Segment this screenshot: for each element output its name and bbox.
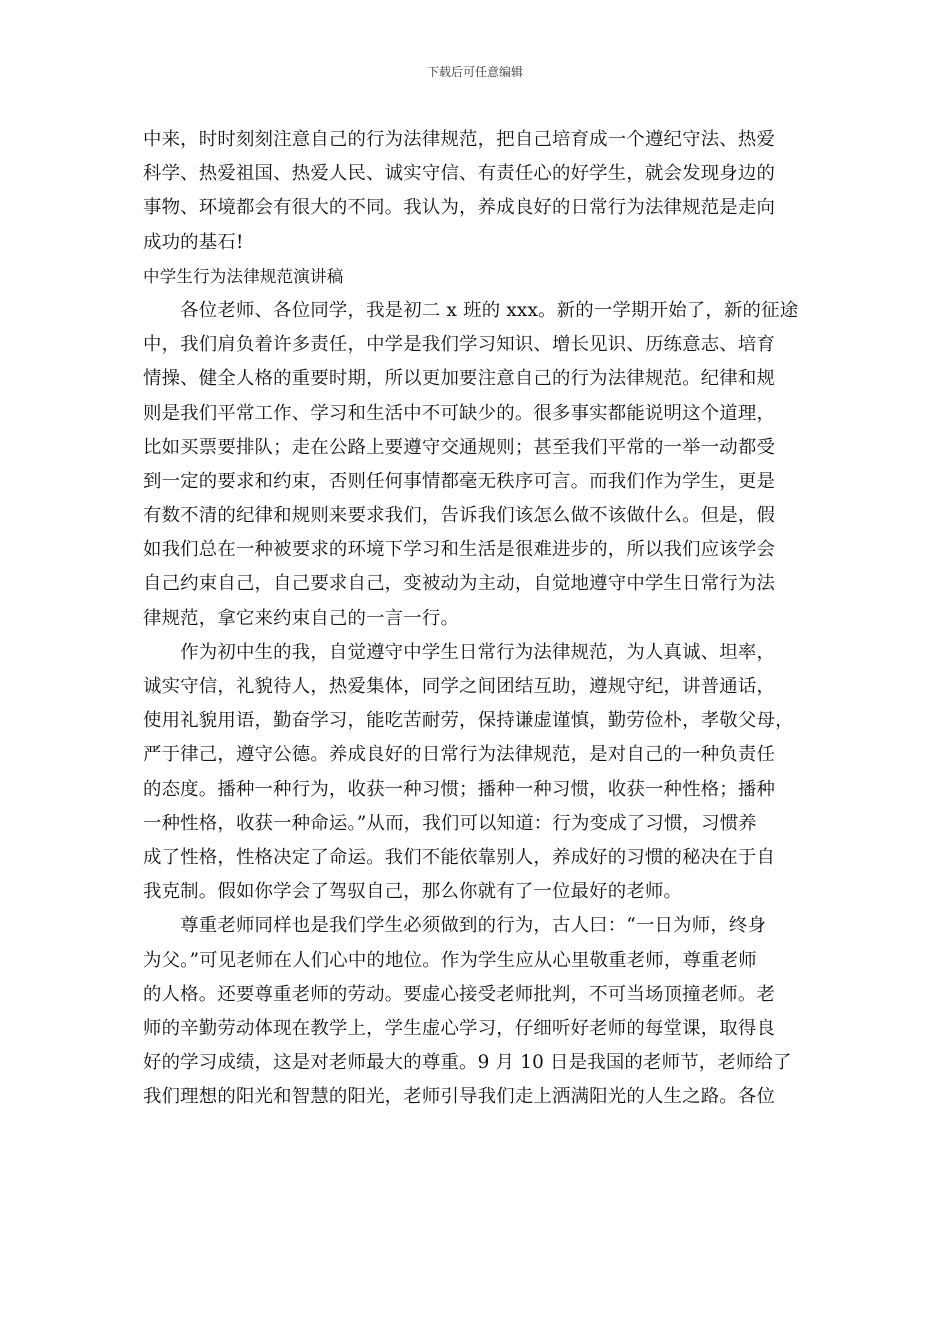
text-line: 则是我们平常工作、学习和生活中不可缺少的。很多事实都能说明这个道理， xyxy=(143,402,776,424)
text-line: 的态度。播种一种行为，收获一种习惯；播种一种习惯，收获一种性格；播种 xyxy=(143,778,776,800)
text-line: 尊重老师同样也是我们学生必须做到的行为，古人曰：“一日为师，终身 xyxy=(143,915,767,937)
text-line: 科学、热爱祖国、热爱人民、诚实守信、有责任心的好学生，就会发现身边的 xyxy=(143,163,776,185)
text-line: 有数不清的纪律和规则来要求我们，告诉我们该怎么做不该做什么。但是，假 xyxy=(143,505,776,527)
text-line: 使用礼貌用语，勤奋学习，能吃苦耐劳，保持谦虚谨慎，勤劳俭朴，孝敬父母， xyxy=(143,710,794,732)
text-line: 情操、健全人格的重要时期，所以更加要注意自己的行为法律规范。纪律和规 xyxy=(143,368,776,390)
text-line: 事物、环境都会有很大的不同。我认为，养成良好的日常行为法律规范是走向 xyxy=(143,197,776,219)
text-line: 中来，时时刻刻注意自己的行为法律规范，把自己培育成一个遵纪守法、热爱 xyxy=(143,129,776,150)
text-line: 自己约束自己，自己要求自己，变被动为主动，自觉地遵守中学生日常行为法 xyxy=(143,573,776,595)
text-line: 各位老师、各位同学，我是初二 x 班的 xxx。新的一学期开始了，新的征途 xyxy=(143,299,799,321)
text-line: 如我们总在一种被要求的环境下学习和生活是很难进步的，所以我们应该学会 xyxy=(143,539,776,561)
text-line: 诚实守信，礼貌待人，热爱集体，同学之间团结互助，遵规守纪，讲普通话， xyxy=(143,676,776,697)
text-line: 成了性格，性格决定了命运。我们不能依靠别人，养成好的习惯的秘决在于自 xyxy=(143,846,776,868)
text-line: 我克制。假如你学会了驾驭自己，那么你就有了一位最好的老师。 xyxy=(143,881,683,903)
document-body xyxy=(143,123,815,1114)
section-title: 中学生行为法律规范演讲稿 xyxy=(143,266,344,286)
text-line: 的人格。还要尊重老师的劳动。要虚心接受老师批判，不可当场顶撞老师。老 xyxy=(143,983,776,1005)
text-line: 师的辛勤劳动体现在教学上，学生虚心学习，仔细听好老师的每堂课，取得良 xyxy=(143,1017,776,1039)
text-line: 律规范，拿它来约束自己的一言一行。 xyxy=(143,607,460,629)
text-line: 好的学习成绩，这是对老师最大的尊重。9 月 10 日是我国的老师节，老师给了 xyxy=(143,1052,792,1074)
text-line: 一种性格，收获一种命运。”从而，我们可以知道：行为变成了习惯，习惯养 xyxy=(143,812,757,834)
text-line: 严于律己，遵守公德。养成良好的日常行为法律规范，是对自己的一种负责任 xyxy=(143,744,776,766)
text-line: 比如买票要排队；走在公路上要遵守交通规则；甚至我们平常的一举一动都受 xyxy=(143,436,776,458)
text-line: 到一定的要求和约束，否则任何事情都毫无秩序可言。而我们作为学生，更是 xyxy=(143,470,776,492)
page-header: 下载后可任意编辑 xyxy=(426,65,523,79)
text-line: 为父。”可见老师在人们心中的地位。作为学生应从心里敬重老师，尊重老师 xyxy=(143,949,757,971)
text-line: 中，我们肩负着许多责任，中学是我们学习知识、增长见识、历练意志、培育 xyxy=(143,334,776,356)
text-line: 成功的基石! xyxy=(143,231,244,253)
text-line: 我们理想的阳光和智慧的阳光，老师引导我们走上洒满阳光的人生之路。各位 xyxy=(143,1086,776,1108)
text-line: 作为初中生的我，自觉遵守中学生日常行为法律规范，为人真诚、坦率， xyxy=(143,641,776,663)
